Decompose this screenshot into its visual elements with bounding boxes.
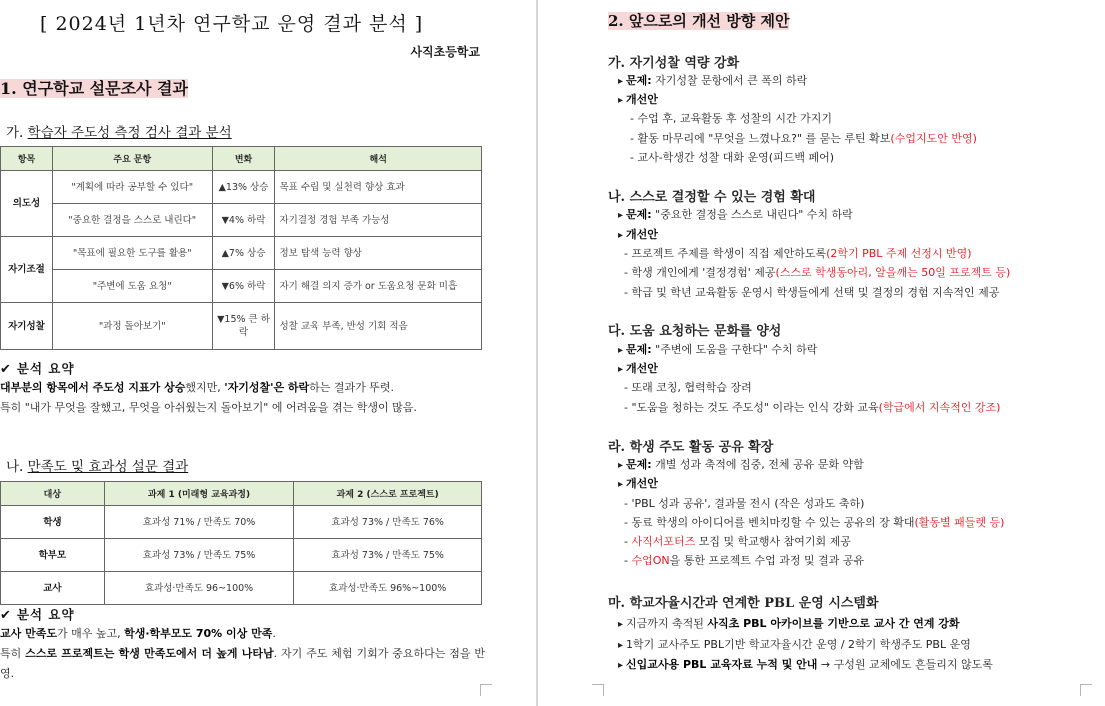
plan-item: - 또래 코칭, 협력학습 장려: [624, 381, 752, 394]
table-cell-task1: 효과성 71% / 만족도 70%: [104, 506, 294, 539]
plan-item: - 'PBL 성과 공유', 결과물 전시 (작은 성과도 축하): [624, 497, 865, 510]
problem-line: ▸ 문제: "주변에 도움을 구한다" 수치 하락: [618, 342, 817, 359]
subsection-heading-learner-agency: 가. 학습자 주도성 측정 검사 결과 분석: [6, 125, 232, 141]
table-header: 변화: [212, 147, 275, 171]
plan-item: - 학생 개인에게 '결정경험' 제공(스스로 학생동아리, 알을깨는 50일 프로젝트 등): [624, 266, 1011, 279]
page-corner-mark: [480, 684, 492, 696]
table-cell-change: ▼6% 하락: [212, 270, 275, 303]
section-heading-improvements: 2. 앞으로의 개선 방향 제안: [608, 12, 790, 30]
subsection-heading-reflection: 가. 자기성찰 역량 강화: [608, 56, 740, 71]
table-cell-category: 자기조절: [1, 237, 53, 303]
plan-item: - 수업 후, 교육활동 후 성찰의 시간 가지기: [630, 112, 832, 125]
table-cell-change: ▼15% 큰 하락: [212, 303, 275, 350]
table-cell-task2: 효과성 73% / 만족도 75%: [294, 539, 482, 572]
bullet-line: ▸ 신입교사용 PBL 교육자료 누적 및 안내 → 구성원 교체에도 흔들리지 않도록: [618, 657, 993, 674]
subsection-heading-satisfaction: 나. 만족도 및 효과성 설문 결과: [6, 459, 189, 475]
satisfaction-table: [0, 481, 482, 605]
plan-item: - 프로젝트 주제를 학생이 직접 제안하도록(2학기 PBL 주제 선정시 반영): [624, 247, 972, 260]
plan-item: - 수업ON을 통한 프로젝트 수업 과정 및 결과 공유: [624, 554, 865, 567]
table-cell-question: "중요한 결정을 스스로 내린다": [52, 204, 212, 237]
check-icon: ✔: [0, 362, 12, 377]
table-row: [1, 171, 482, 204]
table-cell-target: 학부모: [1, 539, 105, 572]
problem-line: ▸ 문제: 개별 성과 축적에 집중, 전체 공유 문화 약함: [618, 457, 864, 474]
table-cell-change: ▲13% 상승: [212, 171, 275, 204]
summary-heading: ✔ 분석 요약: [0, 361, 75, 377]
document-page-right: [538, 0, 1105, 706]
plan-label: ▸ 개선안: [618, 361, 658, 378]
document-page-left: [0, 0, 536, 706]
summary-heading: ✔ 분석 요약: [0, 607, 75, 623]
plan-item: - "도움을 청하는 것도 주도성" 이라는 인식 강화 교육(학급에서 지속적인 강조): [624, 401, 1001, 414]
table-cell-question: "주변에 도움 요청": [52, 270, 212, 303]
subsection-heading-help-culture: 다. 도움 요청하는 문화를 양성: [608, 324, 782, 339]
table-header: 해석: [275, 147, 482, 171]
plan-label: ▸ 개선안: [618, 227, 658, 244]
page-corner-mark: [592, 684, 604, 696]
table-cell-change: ▲7% 상승: [212, 237, 275, 270]
table-cell-category: 의도성: [1, 171, 53, 237]
table-row: [1, 572, 482, 605]
table-cell-target: 교사: [1, 572, 105, 605]
table-cell-question: "목표에 필요한 도구를 활용": [52, 237, 212, 270]
plan-label: ▸ 개선안: [618, 92, 658, 109]
table-header-row: [1, 482, 482, 506]
bullet-line: ▸ 1학기 교사주도 PBL기반 학교자율시간 운영 / 2학기 학생주도 PBL 운영: [618, 637, 971, 654]
table-row: [1, 506, 482, 539]
table-cell-interpretation: 자기결정 경험 부족 가능성: [275, 204, 482, 237]
table-cell-task2: 효과성 73% / 만족도 76%: [294, 506, 482, 539]
subsection-heading-sharing: 라. 학생 주도 활동 공유 확장: [608, 440, 774, 455]
subsection-heading-decision: 나. 스스로 결정할 수 있는 경험 확대: [608, 190, 816, 205]
table-row: [1, 303, 482, 350]
table-header: 대상: [1, 482, 105, 506]
plan-item: - 교사-학생간 성찰 대화 운영(피드백 페어): [630, 151, 835, 164]
plan-label: ▸ 개선안: [618, 476, 658, 493]
table-cell-category: 자기성찰: [1, 303, 53, 350]
table-cell-change: ▼4% 하락: [212, 204, 275, 237]
table-header: 항목: [1, 147, 53, 171]
table-row: [1, 237, 482, 270]
summary-paragraph: 대부분의 항목에서 주도성 지표가 상승했지만, '자기성찰'은 하락하는 결과가 뚜렷. 특히 "내가 무엇을 잘했고, 무엇을 아쉬웠는지 돌아보기" 에 어려움을 겪는 학생이 많음.: [0, 381, 417, 414]
document-title: [ 2024년 1년차 연구학교 운영 결과 분석 ]: [40, 13, 424, 35]
agency-table: [0, 146, 482, 350]
school-name: 사직초등학교: [410, 45, 480, 59]
plan-item: - 활동 마무리에 "무엇을 느꼈나요?" 를 묻는 루틴 확보(수업지도안 반영): [630, 132, 977, 145]
table-cell-interpretation: 성찰 교육 부족, 반성 기회 적음: [275, 303, 482, 350]
section-heading-survey: 1. 연구학교 설문조사 결과: [0, 79, 188, 98]
plan-item: - 사직서포터즈 모집 및 학교행사 참여기회 제공: [624, 535, 851, 548]
table-cell-task1: 효과성 73% / 만족도 75%: [104, 539, 294, 572]
bullet-line: ▸ 지금까지 축적된 사직초 PBL 아카이브를 기반으로 교사 간 연계 강화: [618, 616, 960, 633]
table-row: [1, 270, 482, 303]
subsection-heading-pbl-system: 마. 학교자율시간과 연계한 PBL 운영 시스템화: [608, 596, 879, 611]
plan-item: - 동료 학생의 아이디어를 벤치마킹할 수 있는 공유의 장 확대(활동별 패들렛 등): [624, 516, 1005, 529]
table-row: [1, 539, 482, 572]
table-cell-target: 학생: [1, 506, 105, 539]
table-cell-interpretation: 자기 해결 의지 증가 or 도움요청 문화 미흡: [275, 270, 482, 303]
plan-item: - 학급 및 학년 교육활동 운영시 학생들에게 선택 및 결정의 경험 지속적인 제공: [624, 286, 1000, 299]
problem-line: ▸ 문제: 자기성찰 문항에서 큰 폭의 하락: [618, 73, 807, 90]
table-cell-task1: 효과성·만족도 96~100%: [104, 572, 294, 605]
problem-line: ▸ 문제: "중요한 결정을 스스로 내린다" 수치 하락: [618, 207, 853, 224]
table-cell-task2: 효과성·만족도 96%~100%: [294, 572, 482, 605]
table-cell-interpretation: 정보 탐색 능력 향상: [275, 237, 482, 270]
page-corner-mark: [1080, 684, 1092, 696]
check-icon: ✔: [0, 608, 12, 623]
table-row: [1, 204, 482, 237]
table-cell-question: "과정 돌아보기": [52, 303, 212, 350]
table-header: 주요 문항: [52, 147, 212, 171]
table-header: 과제 1 (미래형 교육과정): [104, 482, 294, 506]
table-cell-interpretation: 목표 수립 및 실천력 향상 효과: [275, 171, 482, 204]
table-header: 과제 2 (스스로 프로젝트): [294, 482, 482, 506]
summary-paragraph: 교사 만족도가 매우 높고, 학생·학부모도 70% 이상 만족. 특히 스스로 프로젝트는 학생 만족도에서 더 높게 나타남. 자기 주도 체험 기회가 중요하다는 점을 반영.: [0, 627, 486, 680]
table-header-row: [1, 147, 482, 171]
table-cell-question: "계획에 따라 공부할 수 있다": [52, 171, 212, 204]
